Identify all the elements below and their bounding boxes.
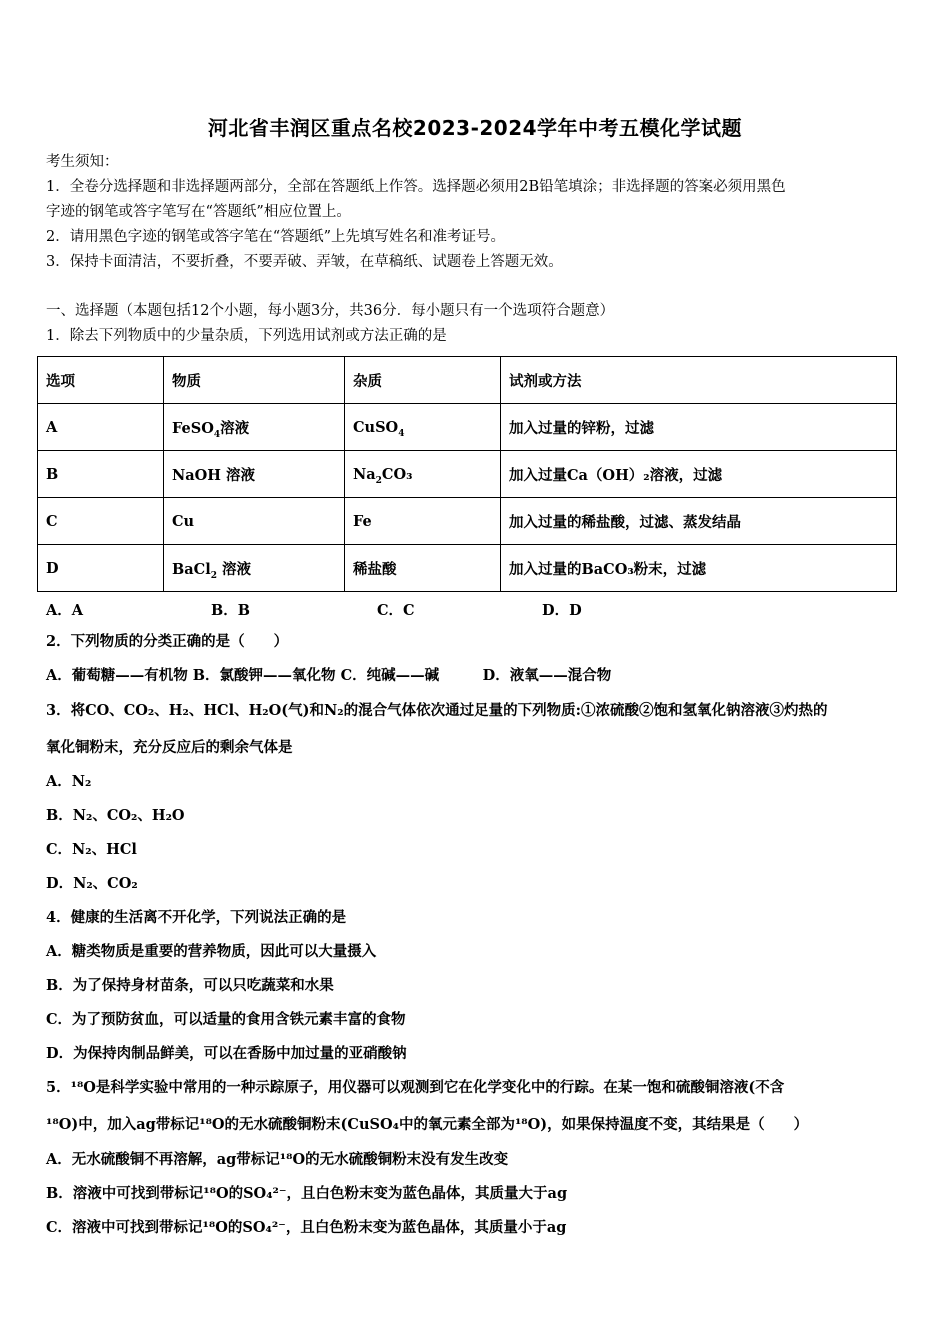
q1-option-c: C．C	[377, 602, 415, 619]
substance-cell: FeSO$_4$溶液	[164, 404, 345, 451]
option-key-cell: D	[38, 545, 164, 592]
question-5-stem-cont: ¹⁸O)中，加入ag带标记¹⁸O的无水硫酸铜粉末(CuSO₄中的氧元素全部为¹⁸O)，如果保持温度不变，其结果是（ ）	[46, 1116, 809, 1133]
question-5-stem: 5．¹⁸O是科学实验中常用的一种示踪原子，用仪器可以观测到它在化学变化中的行踪。在某一饱和硫酸铜溶液(不含	[46, 1079, 785, 1096]
q1-option-b: B．B	[211, 602, 251, 619]
q3-option-d: D．N₂、CO₂	[46, 875, 138, 892]
notice-item-3: 3．保持卡面清洁，不要折叠，不要弄破、弄皱，在草稿纸、试题卷上答题无效。	[46, 254, 563, 270]
q1-option-a: A．A	[46, 602, 84, 619]
method-cell: 加入过量的BaCO₃粉末，过滤	[501, 545, 897, 592]
substance-cell: Cu	[164, 498, 345, 545]
impurity-cell: 稀盐酸	[345, 545, 501, 592]
header-cell: 试剂或方法	[501, 357, 897, 404]
q3-option-c: C．N₂、HCl	[46, 841, 137, 858]
q4-option-a: A．糖类物质是重要的营养物质，因此可以大量摄入	[46, 943, 377, 960]
section-heading: 一、选择题（本题包括12个小题，每小题3分，共36分．每小题只有一个选项符合题意）	[46, 303, 615, 319]
header-cell: 选项	[38, 357, 164, 404]
question-2-stem: 2．下列物质的分类正确的是（ ）	[46, 633, 289, 650]
table-row	[38, 498, 897, 545]
method-cell: 加入过量Ca（OH）₂溶液，过滤	[501, 451, 897, 498]
header-cell: 物质	[164, 357, 345, 404]
question-4-stem: 4．健康的生活离不开化学，下列说法正确的是	[46, 909, 347, 926]
impurity-cell: Fe	[345, 498, 501, 545]
question-3-stem: 3．将CO、CO₂、H₂、HCl、H₂O(气)和N₂的混合气体依次通过足量的下列物质:①浓硫酸②饱和氢氧化钠溶液③灼热的	[46, 702, 828, 719]
q3-option-b: B．N₂、CO₂、H₂O	[46, 807, 185, 824]
option-key-cell: A	[38, 404, 164, 451]
table-row	[38, 545, 897, 592]
option-key-cell: C	[38, 498, 164, 545]
notice-item-2: 2．请用黑色字迹的钢笔或答字笔在“答题纸”上先填写姓名和准考证号。	[46, 229, 506, 245]
table-header-row	[38, 357, 897, 404]
method-cell: 加入过量的锌粉，过滤	[501, 404, 897, 451]
notice-heading: 考生须知：	[46, 154, 119, 170]
notice-item-1-cont: 字迹的钢笔或答字笔写在“答题纸”相应位置上。	[46, 204, 351, 220]
question-3-stem-cont: 氧化铜粉末，充分反应后的剩余气体是	[46, 739, 293, 756]
exam-title: 河北省丰润区重点名校2023-2024学年中考五模化学试题	[207, 116, 743, 140]
q5-option-c: C．溶液中可找到带标记¹⁸O的SO₄²⁻，且白色粉末变为蓝色晶体，其质量小于ag	[46, 1219, 567, 1236]
question-1-stem: 1．除去下列物质中的少量杂质，下列选用试剂或方法正确的是	[46, 328, 447, 344]
option-key-cell: B	[38, 451, 164, 498]
q5-option-a: A．无水硫酸铜不再溶解，ag带标记¹⁸O的无水硫酸铜粉末没有发生改变	[46, 1151, 509, 1168]
q1-option-d: D．D	[542, 602, 582, 619]
question-1-table	[37, 356, 897, 592]
table-row	[38, 451, 897, 498]
q4-option-b: B．为了保持身材苗条，可以只吃蔬菜和水果	[46, 977, 334, 994]
method-cell: 加入过量的稀盐酸，过滤、蒸发结晶	[501, 498, 897, 545]
notice-item-1: 1．全卷分选择题和非选择题两部分，全部在答题纸上作答。选择题必须用2B铅笔填涂；非选择题的答案必须用黑色	[46, 179, 786, 195]
q4-option-c: C．为了预防贫血，可以适量的食用含铁元素丰富的食物	[46, 1011, 406, 1028]
header-cell: 杂质	[345, 357, 501, 404]
substance-cell: BaCl$_2$ 溶液	[164, 545, 345, 592]
q4-option-d: D．为保持肉制品鲜美，可以在香肠中加过量的亚硝酸钠	[46, 1045, 407, 1062]
table-row	[38, 404, 897, 451]
question-2-options: A．葡萄糖——有机物 B．氯酸钾——氧化物 C．纯碱——碱 D．液氧——混合物	[46, 667, 612, 684]
impurity-cell: CuSO$_4$	[345, 404, 501, 451]
substance-cell: NaOH 溶液	[164, 451, 345, 498]
q3-option-a: A．N₂	[46, 773, 92, 790]
q5-option-b: B．溶液中可找到带标记¹⁸O的SO₄²⁻，且白色粉末变为蓝色晶体，其质量大于ag	[46, 1185, 568, 1202]
impurity-cell: $Na_2CO_3$	[345, 451, 501, 498]
